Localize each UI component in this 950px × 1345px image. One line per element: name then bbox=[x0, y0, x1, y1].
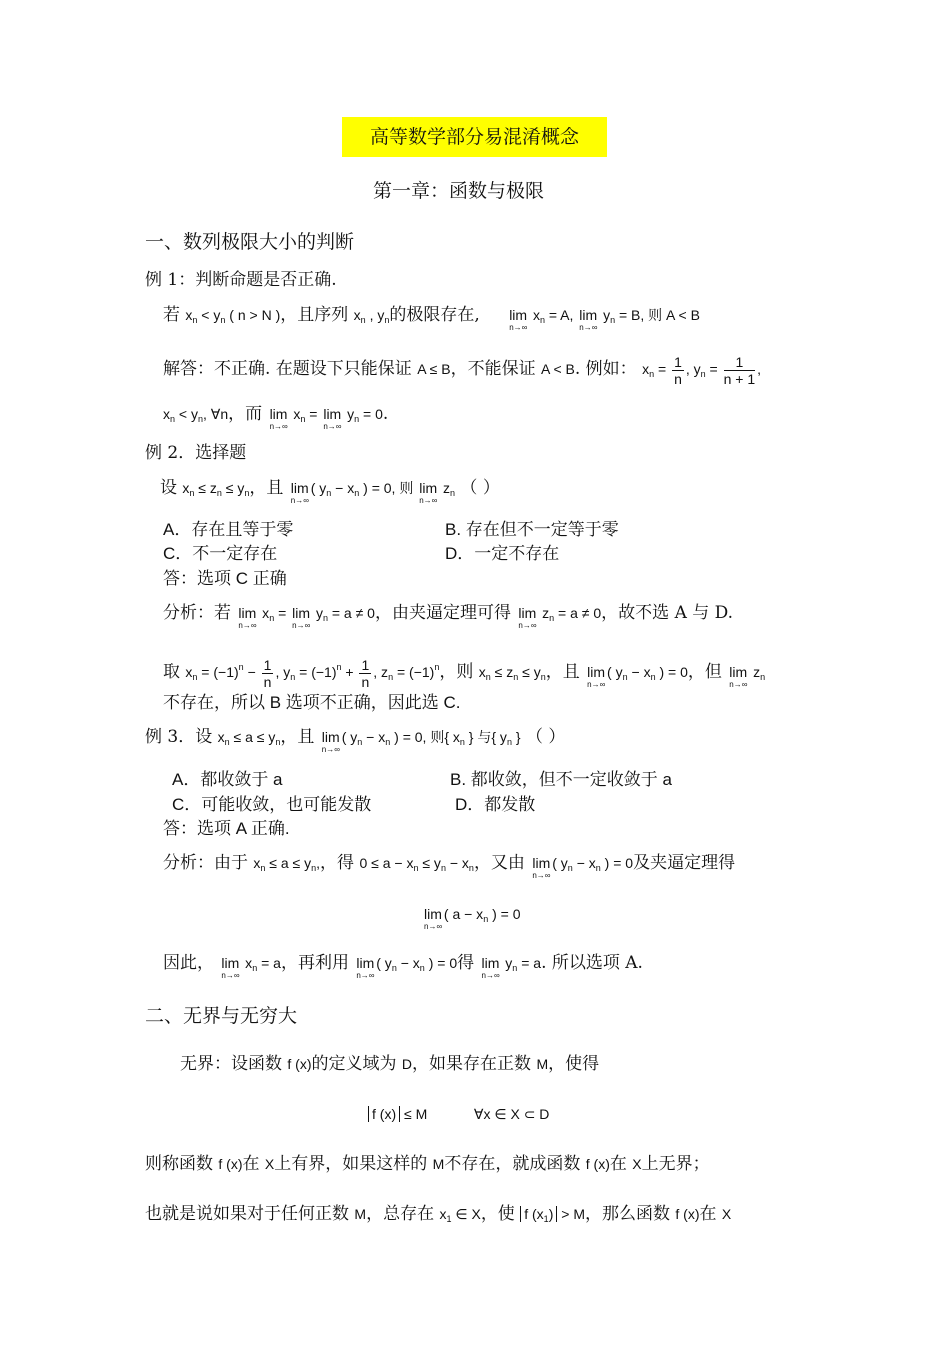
ex2-analysis bbox=[163, 602, 733, 629]
ex2-analysis-suffix: ，故不选 A 与 D. bbox=[601, 603, 734, 623]
ex3-conclude-math2: lim n→∞ ( $y_n - x_n$ ) = 0 bbox=[356, 955, 458, 980]
bounded-x2: X bbox=[632, 1156, 642, 1172]
ex1-a-lt-b: A < B bbox=[541, 361, 575, 378]
ex1-answer-prefix: 解答：不正确. 在题设下只能保证 bbox=[163, 359, 412, 380]
unbounded-x: X bbox=[721, 1206, 732, 1222]
bounded-mid4: 在 bbox=[609, 1154, 627, 1174]
ex2-math-2: lim n→∞ ( $y_n - x_n$ ) = 0, 则 lim n→∞ $z_n$ bbox=[290, 480, 456, 505]
ex1-example-math: $x_n$ = $\frac{1}{n}$ , $y_n$ = $\frac{1}{n + 1}$ , bbox=[642, 354, 762, 387]
ex2-math-1: $x_n \le z_n \le y_n$ bbox=[182, 480, 250, 498]
bounded-mid3: 不存在，就成函数 bbox=[444, 1154, 581, 1174]
ex3-statement bbox=[145, 726, 565, 753]
ex2-analysis-math2: lim n→∞ $z_n = a \ne 0$ bbox=[518, 605, 602, 630]
def-m: M bbox=[536, 1056, 549, 1072]
section-1-heading: 一、数列极限大小的判断 bbox=[145, 231, 355, 253]
bounded-fx: f (x) bbox=[218, 1156, 243, 1172]
ex3-analysis bbox=[163, 852, 735, 879]
ex2-counter-math2: $x_n \le z_n \le y_n$ bbox=[478, 664, 546, 682]
unbounded-mid2: ，使 bbox=[480, 1204, 515, 1224]
def-domain: D bbox=[401, 1056, 413, 1072]
ex2-analysis-math: lim n→∞ $x_n = \lim$ n→∞ $y_n = a \ne 0$ bbox=[238, 605, 375, 630]
unbounded-m: M bbox=[354, 1206, 367, 1222]
ex2-counter-math4: lim n→∞ $z_n$ bbox=[729, 664, 766, 689]
ex2-counter-line2: 不存在，所以 B 选项不正确，因此选 C. bbox=[163, 693, 461, 712]
def-prefix: 无界：设函数 bbox=[180, 1054, 282, 1074]
unbounded-mid: ，总存在 bbox=[366, 1204, 435, 1224]
ex2-blank: （ ） bbox=[460, 478, 500, 498]
unbounded-mid3: ，那么函数 bbox=[584, 1204, 670, 1224]
ex3-blank: （ ） bbox=[525, 727, 566, 747]
ex2-counter-math3: lim n→∞ ( $y_n - x_n$ ) = 0 bbox=[587, 664, 688, 689]
ex2-stmt-mid: ，且 bbox=[249, 478, 284, 498]
ex1-stmt-prefix: 若 bbox=[163, 305, 180, 325]
ex3-analysis-math2: $0 \le a - x_n \le y_n - x_n$ bbox=[359, 855, 474, 873]
ex2-statement bbox=[160, 477, 500, 504]
ex1-stmt-suffix: 的极限存在, bbox=[389, 305, 480, 325]
ex3-label: 例 3．设 bbox=[145, 727, 213, 747]
ex1-stmt-mid: ，且序列 bbox=[280, 305, 349, 325]
ex1-answer-suffix: . 例如： bbox=[574, 359, 637, 380]
def-fx: f (x) bbox=[287, 1056, 312, 1072]
ex3-answer: 答：选项 A 正确. bbox=[163, 819, 290, 838]
chapter-title: 第一章：函数与极限 bbox=[373, 180, 545, 202]
ex2-option-b: B. 存在但不一定等于零 bbox=[445, 520, 619, 539]
bounded-formula bbox=[368, 1103, 549, 1125]
unbounded-definition bbox=[145, 1203, 731, 1230]
bounded-mid2: 上有界，如果这样的 bbox=[274, 1154, 428, 1174]
ex1-example-end: . bbox=[382, 404, 389, 424]
page-title: 高等数学部分易混淆概念 bbox=[369, 126, 579, 148]
ex1-example-math3: lim n→∞ $x_n = \lim$ n→∞ $y_n = 0$ bbox=[269, 406, 383, 431]
ex3-option-b: B. 都收敛，但不一定收敛于 a bbox=[450, 770, 672, 789]
ex3-conclude-mid: ，再利用 bbox=[280, 953, 349, 973]
ex3-analysis-mid: ，得 bbox=[320, 853, 355, 873]
ex2-analysis-prefix: 分析：若 bbox=[163, 603, 231, 623]
ex1-a-le-b: A ≤ B bbox=[417, 361, 451, 378]
ex3-analysis-prefix: 分析：由于 bbox=[163, 853, 248, 873]
ex3-math-2: lim n→∞ ( $y_n - x_n$ ) = 0, 则{ $x_n$ } 与{ $y_n$ } bbox=[321, 729, 521, 754]
def-mid: 的定义域为 bbox=[311, 1054, 397, 1074]
ex1-math-1: $x_n < y_n$ ( n > N ) bbox=[185, 307, 281, 325]
ex2-option-d: D．一定不存在 bbox=[445, 544, 560, 563]
unbounded-ineq: f $(x_1) > M$ bbox=[520, 1206, 585, 1222]
section-2-heading: 二、无界与无穷大 bbox=[145, 1005, 298, 1027]
ex1-label: 例 1：判断命题是否正确. bbox=[145, 270, 337, 290]
ex2-label: 例 2．选择题 bbox=[145, 443, 247, 463]
unbounded-prefix: 也就是说如果对于任何正数 bbox=[145, 1204, 349, 1224]
def-mid2: ，如果存在正数 bbox=[412, 1054, 532, 1074]
ex3-center-math: lim n→∞ ( $a - x_n$ ) = 0 bbox=[424, 906, 521, 931]
ex3-conclude-math: lim n→∞ $x_n = a$ bbox=[221, 955, 281, 980]
ex3-conclude-mid2: 得 bbox=[457, 953, 475, 973]
def-suffix: ，使得 bbox=[548, 1054, 600, 1074]
ex3-stmt-mid: ，且 bbox=[280, 727, 315, 747]
bounded-definition bbox=[145, 1153, 710, 1175]
bounded-math: f (x) ≤ M ∀x ∈ X ⊂ D bbox=[368, 1106, 549, 1122]
ex1-math-3: lim n→∞ $x_n = A$, lim n→∞ $y_n = B$, 则 A < B bbox=[509, 307, 700, 332]
ex2-option-c: C．不一定存在 bbox=[163, 544, 278, 563]
ex1-math-2: $x_n$ , $y_n$ bbox=[353, 307, 390, 325]
ex3-analysis-math: $x_n \le a \le y_n$, bbox=[253, 855, 321, 873]
ex2-counter-prefix: 取 bbox=[163, 662, 180, 682]
ex3-conclusion bbox=[163, 952, 643, 979]
bounded-prefix: 则称函数 bbox=[145, 1154, 213, 1174]
ex3-conclude-suffix: . 所以选项 A. bbox=[541, 953, 643, 973]
bounded-suffix: 上无界； bbox=[641, 1154, 710, 1174]
bounded-x: X bbox=[264, 1156, 275, 1172]
ex3-conclude-prefix: 因此， bbox=[163, 953, 214, 973]
ex3-option-d: D．都发散 bbox=[455, 795, 536, 814]
ex3-math-1: $x_n \le a \le y_n$ bbox=[217, 729, 281, 747]
ex3-center-formula bbox=[422, 903, 521, 930]
def-unbounded bbox=[180, 1053, 599, 1075]
unbounded-mid4: 在 bbox=[699, 1204, 717, 1224]
ex3-analysis-suffix: 及夹逼定理得 bbox=[633, 853, 736, 873]
bounded-fx2: f (x) bbox=[585, 1156, 610, 1172]
unbounded-fx: f (x) bbox=[675, 1206, 700, 1222]
ex1-answer-mid: ，不能保证 bbox=[450, 359, 536, 380]
bounded-m: M bbox=[432, 1156, 445, 1172]
ex1-example-line2 bbox=[163, 403, 388, 430]
ex2-counter-math: $x_n = (-1)^n$ − $\frac{1}{n}$ , $y_n = (-1)^n$ + $\frac{1}{n}$ , $z_n = (-1)^n$ bbox=[185, 656, 440, 690]
ex2-option-a: A．存在且等于零 bbox=[163, 520, 294, 539]
ex2-counter-mid: ，则 bbox=[439, 662, 474, 682]
ex1-example-mid: ，而 bbox=[228, 404, 263, 424]
ex2-counter bbox=[163, 656, 765, 690]
bounded-mid: 在 bbox=[242, 1154, 260, 1174]
unbounded-x1: $x_1$ ∈ X bbox=[439, 1206, 481, 1224]
ex2-analysis-mid: ，由夹逼定理可得 bbox=[374, 603, 511, 623]
ex1-answer bbox=[163, 354, 761, 387]
ex2-stmt-prefix: 设 bbox=[160, 478, 177, 498]
ex2-counter-mid3: ，但 bbox=[687, 662, 722, 682]
ex3-conclude-math3: lim n→∞ $y_n = a$ bbox=[481, 955, 542, 980]
ex1-statement bbox=[163, 304, 700, 331]
ex3-option-a: A．都收敛于 a bbox=[172, 770, 283, 789]
ex3-analysis-mid2: ，又由 bbox=[473, 853, 525, 873]
ex3-option-c: C．可能收敛，也可能发散 bbox=[172, 795, 372, 814]
ex1-example-math2: $x_n < y_n$, ∀n bbox=[163, 406, 229, 424]
ex2-counter-mid2: ，且 bbox=[545, 662, 580, 682]
ex2-answer: 答：选项 C 正确 bbox=[163, 569, 287, 588]
ex3-analysis-math3: lim n→∞ ( $y_n - x_n$ ) = 0 bbox=[532, 855, 634, 880]
